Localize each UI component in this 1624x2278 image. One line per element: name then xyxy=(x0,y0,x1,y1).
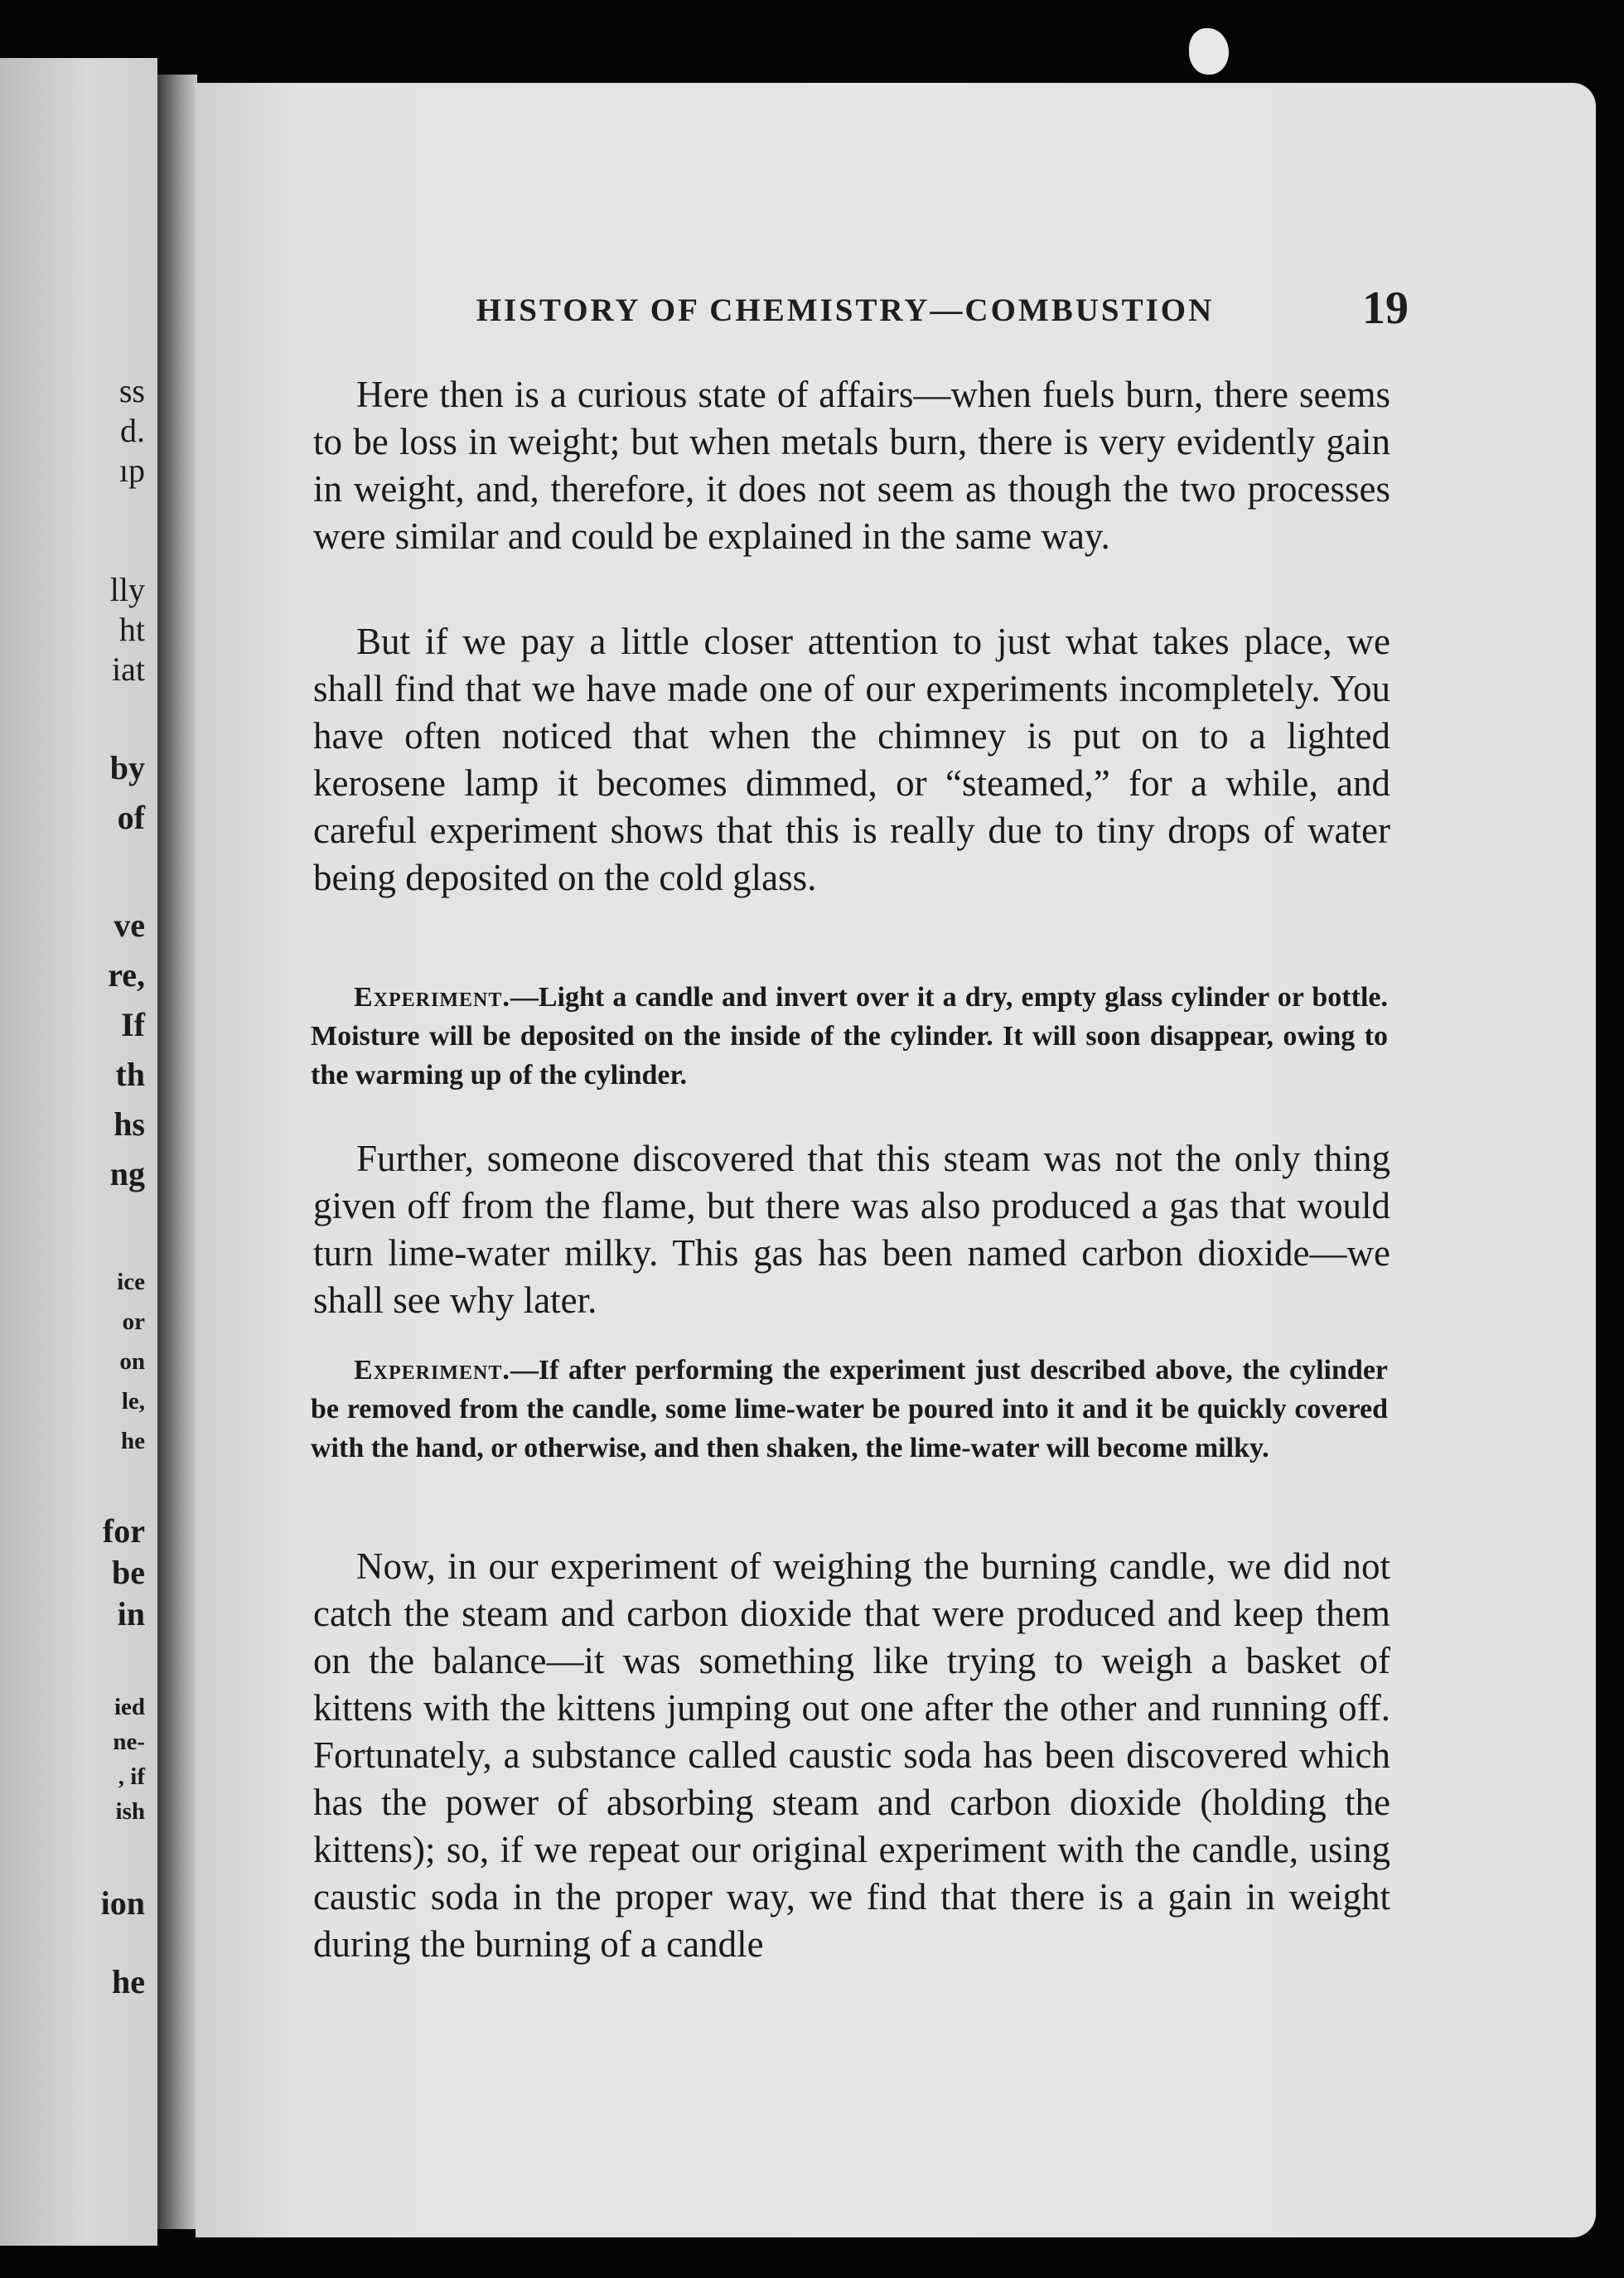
experiment-label: Experiment. xyxy=(354,1355,510,1386)
paragraph: Further, someone discovered that this steam was not the only thing given off from the flame, but there was also produced a gas that would turn lime-water milky. This gas has been named carbon dioxide—we shall see why later. xyxy=(313,1138,1390,1321)
left-page-fragment: ht xyxy=(118,611,145,648)
left-page-fragment: he xyxy=(112,1963,145,2000)
left-page-fragment: be xyxy=(112,1554,145,1591)
left-page-fragment: ıp xyxy=(118,452,145,489)
page-number: 19 xyxy=(1362,283,1409,334)
left-page-fragment: ne- xyxy=(113,1729,145,1755)
running-head: HISTORY OF CHEMISTRY—COMBUSTION xyxy=(476,293,1215,328)
experiment-note xyxy=(311,978,1388,1095)
left-page-fragment: ng xyxy=(109,1155,145,1192)
experiment-label: Experiment. xyxy=(354,982,510,1013)
left-page-fragment: he xyxy=(121,1428,145,1454)
left-page-fragment: on xyxy=(119,1348,145,1375)
left-page-fragment: iat xyxy=(112,651,145,688)
left-facing-page xyxy=(0,58,157,2246)
left-page-fragment: If xyxy=(121,1006,145,1043)
paragraph: But if we pay a little closer attention to just what takes place, we shall find that we have made one of our experiments incompletely. You have often noticed that when the chimney is put on to a lighted kerosene lamp it becomes dimmed, or “steamed,” for a while, and careful experiment shows that this is really due to tiny drops of water being deposited on the cold glass. xyxy=(313,621,1390,898)
left-page-fragment: re, xyxy=(108,956,145,994)
experiment-note xyxy=(311,1351,1388,1468)
left-page-fragment: le, xyxy=(121,1388,145,1415)
left-page-fragment: ice xyxy=(117,1269,145,1295)
left-page-fragment: , if xyxy=(118,1763,145,1790)
book-gutter xyxy=(157,75,197,2229)
experiment-text: —Light a candle and invert over it a dry, empty glass cylinder or bottle. Moisture will be deposited on the inside of the cylinder. It will soon disappear, owing to the warming up of the cylinder. xyxy=(311,982,1388,1091)
paragraph: Now, in our experiment of weighing the burning candle, we did not catch the steam and carbon dioxide that were produced and keep them on the balance—it was something like trying to weigh a basket of kittens with the kittens jumping out one after the other and running off. Fortunately, a substance called caustic soda has been discovered which has the power of absorbing steam and carbon dioxide (holding the kittens); so, if we repeat our original experiment with the candle, using caustic soda in the proper way, we find that there is a gain in weight during the burning of a candle xyxy=(313,1545,1390,1965)
experiment-text: —If after performing the experiment just described above, the cylinder be removed from the candle, some lime-water be poured into it and it be quickly covered with the hand, or otherwise, and then shaken, the lime-water will become milky. xyxy=(311,1355,1388,1463)
left-page-fragment: by xyxy=(109,749,145,786)
left-page-fragment: ish xyxy=(115,1798,145,1825)
left-page-fragment: th xyxy=(115,1056,145,1093)
paragraph: Here then is a curious state of affairs—when fuels burn, there seems to be loss in weight; but when metals burn, there is very evidently gain in weight, and, therefore, it does not seem as though the two processes were similar and could be explained in the same way. xyxy=(313,374,1390,557)
left-page-fragment: for xyxy=(102,1512,145,1550)
left-page-fragment: d. xyxy=(120,412,145,449)
left-page-fragment: hs xyxy=(114,1105,145,1143)
left-page-fragment: of xyxy=(117,799,145,836)
left-page-fragment: ve xyxy=(114,907,145,944)
left-page-fragment: ied xyxy=(114,1694,145,1720)
left-page-fragment: in xyxy=(117,1595,145,1632)
scan-speck xyxy=(1189,28,1229,75)
left-page-fragment: lly xyxy=(109,571,145,608)
left-page-fragment: ion xyxy=(100,1884,145,1922)
left-page-fragment: ss xyxy=(118,372,145,409)
left-page-fragment: or xyxy=(122,1308,145,1335)
